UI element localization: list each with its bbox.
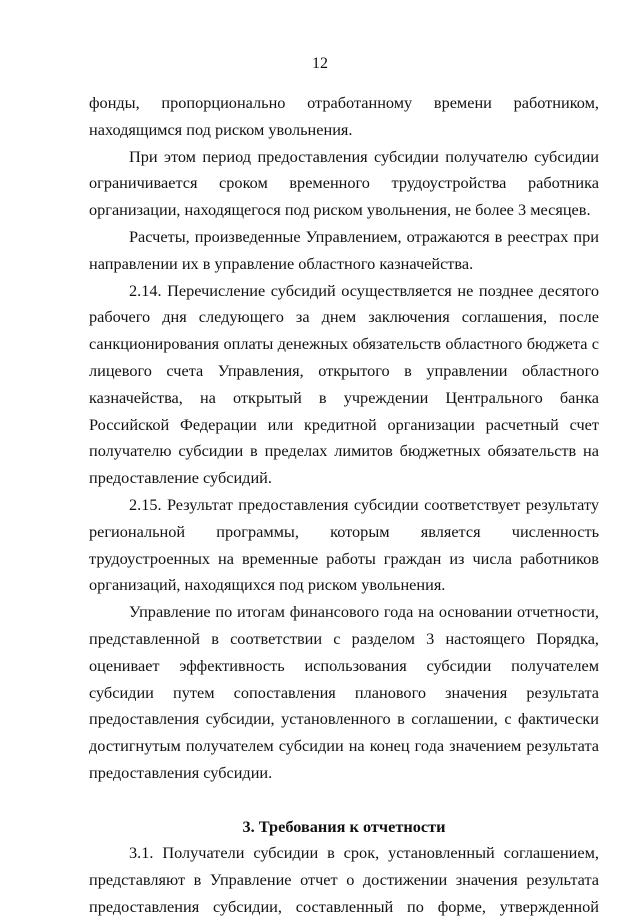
- paragraph-continuation: фонды, пропорционально отработанному времени работником, находящимся под риском увольнения.: [89, 93, 599, 139]
- section-spacer: [89, 787, 599, 814]
- paragraph-subsidy-period: При этом период предоставления субсидии получателю субсидии ограничивается сроком временного трудоустройства работника организации, находящегося под риском увольнения, не более 3 месяцев.: [89, 146, 599, 220]
- paragraph-evaluation: Управление по итогам финансового года на основании отчетности, представленной в соответствии с разделом 3 настоящего Порядка, оценивает эффективность использования субсидии получателем субсидии путем сопоставления планового значения результата предоставления субсидии, установленного в соглашении, с фактически достигнутым получателем субсидии на конец года значением результата предоставления субсидии.: [89, 602, 599, 782]
- paragraph-3-1: 3.1. Получатели субсидии в срок, установленный соглашением, представляют в Управление отчет о достижении значения результата предоставления субсидии, составленный по форме, утвержденной: [89, 843, 599, 916]
- page-number: 12: [312, 55, 328, 72]
- section-heading: 3. Требования к отчетности: [242, 816, 446, 836]
- document-body: [89, 90, 599, 921]
- paragraph-calculations: Расчеты, произведенные Управлением, отражаются в реестрах при направлении их в управление областного казначейства.: [89, 226, 599, 273]
- paragraph-2-15: 2.15. Результат предоставления субсидии соответствует результату региональной программы, которым является численность трудоустроенных на временные работы граждан из числа работников организаций, находящихся под риском увольнения.: [89, 494, 599, 595]
- paragraph-2-14: 2.14. Перечисление субсидий осуществляется не позднее десятого рабочего дня следующего за днем заключения соглашения, после санкционирования оплаты денежных обязательств областного бюджета с лицевого счета Управления, открытого в управлении областного казначейства, на открытый в учреждении Центрального банка Российской Федерации или кредитной организации расчетный счет получателю субсидии в пределах лимитов бюджетных обязательств на предоставление субсидий.: [89, 280, 599, 488]
